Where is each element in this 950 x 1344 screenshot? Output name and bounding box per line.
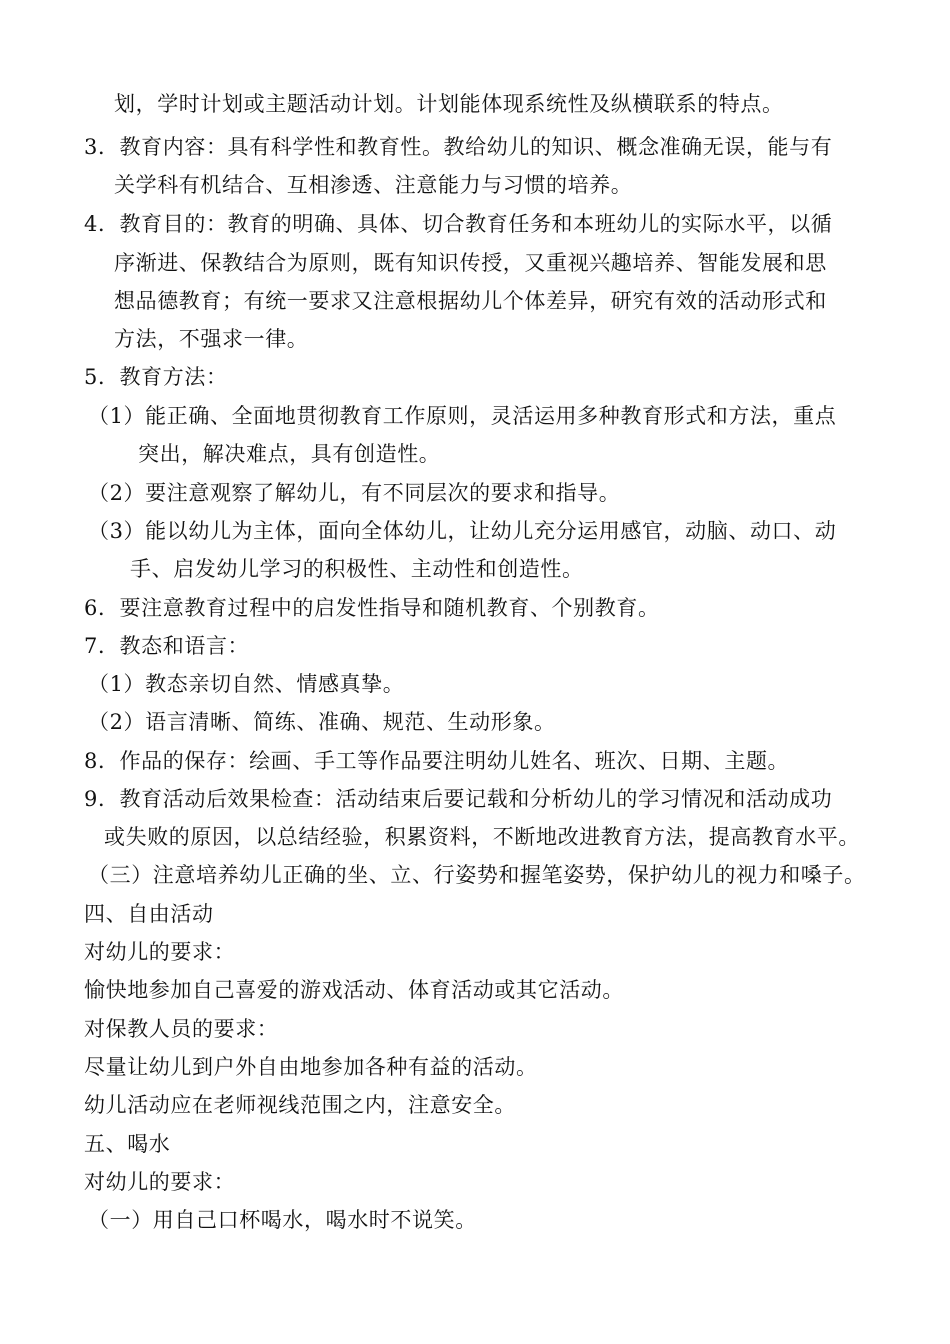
text-line: 尽量让幼儿到户外自由地参加各种有益的活动。	[84, 1055, 538, 1079]
text-line: 序渐进、保教结合为原则，既有知识传授，又重视兴趣培养、智能发展和思	[114, 251, 827, 275]
sub-item-2: （2）要注意观察了解幼儿，有不同层次的要求和指导。	[88, 481, 621, 505]
list-item-3: 3．教育内容：具有科学性和教育性。教给幼儿的知识、概念准确无误，能与有	[84, 135, 833, 159]
section-heading-5: 五、喝水	[84, 1132, 171, 1156]
text-line: 手、启发幼儿学习的积极性、主动性和创造性。	[130, 557, 584, 581]
list-item-8: 8．作品的保存：绘画、手工等作品要注明幼儿姓名、班次、日期、主题。	[84, 749, 790, 773]
text-line: 幼儿活动应在老师视线范围之内，注意安全。	[84, 1093, 516, 1117]
sub-item-1: （一）用自己口杯喝水，喝水时不说笑。	[88, 1208, 477, 1232]
list-item-4: 4．教育目的：教育的明确、具体、切合教育任务和本班幼儿的实际水平，以循	[84, 212, 833, 236]
text-line: 对幼儿的要求：	[84, 1170, 236, 1194]
section-item-3: （三）注意培养幼儿正确的坐、立、行姿势和握笔姿势，保护幼儿的视力和嗓子。	[88, 863, 866, 887]
list-item-5: 5．教育方法：	[84, 365, 228, 389]
sub-item-1: （1）教态亲切自然、情感真挚。	[88, 672, 405, 696]
text-line: 对保教人员的要求：	[84, 1017, 279, 1041]
list-item-6: 6．要注意教育过程中的启发性指导和随机教育、个别教育。	[84, 596, 660, 620]
sub-item-1: （1）能正确、全面地贯彻教育工作原则，灵活运用多种教育形式和方法，重点	[88, 404, 837, 428]
section-heading-4: 四、自由活动	[84, 902, 214, 926]
list-item-7: 7．教态和语言：	[84, 634, 250, 658]
sub-item-3: （3）能以幼儿为主体，面向全体幼儿，让幼儿充分运用感官，动脑、动口、动	[88, 519, 837, 543]
text-line: 想品德教育；有统一要求又注意根据幼儿个体差异，研究有效的活动形式和	[114, 289, 827, 313]
text-line: 愉快地参加自己喜爱的游戏活动、体育活动或其它活动。	[84, 978, 624, 1002]
text-line: 突出，解决难点，具有创造性。	[138, 442, 441, 466]
list-item-9: 9．教育活动后效果检查：活动结束后要记载和分析幼儿的学习情况和活动成功	[84, 787, 833, 811]
text-line: 方法，不强求一律。	[114, 327, 309, 351]
text-line: 关学科有机结合、互相渗透、注意能力与习惯的培养。	[114, 173, 633, 197]
text-line: 或失败的原因，以总结经验，积累资料，不断地改进教育方法，提高教育水平。	[104, 825, 860, 849]
text-line: 划，学时计划或主题活动计划。计划能体现系统性及纵横联系的特点。	[114, 92, 784, 116]
sub-item-2: （2）语言清晰、简练、准确、规范、生动形象。	[88, 710, 556, 734]
text-line: 对幼儿的要求：	[84, 940, 236, 964]
